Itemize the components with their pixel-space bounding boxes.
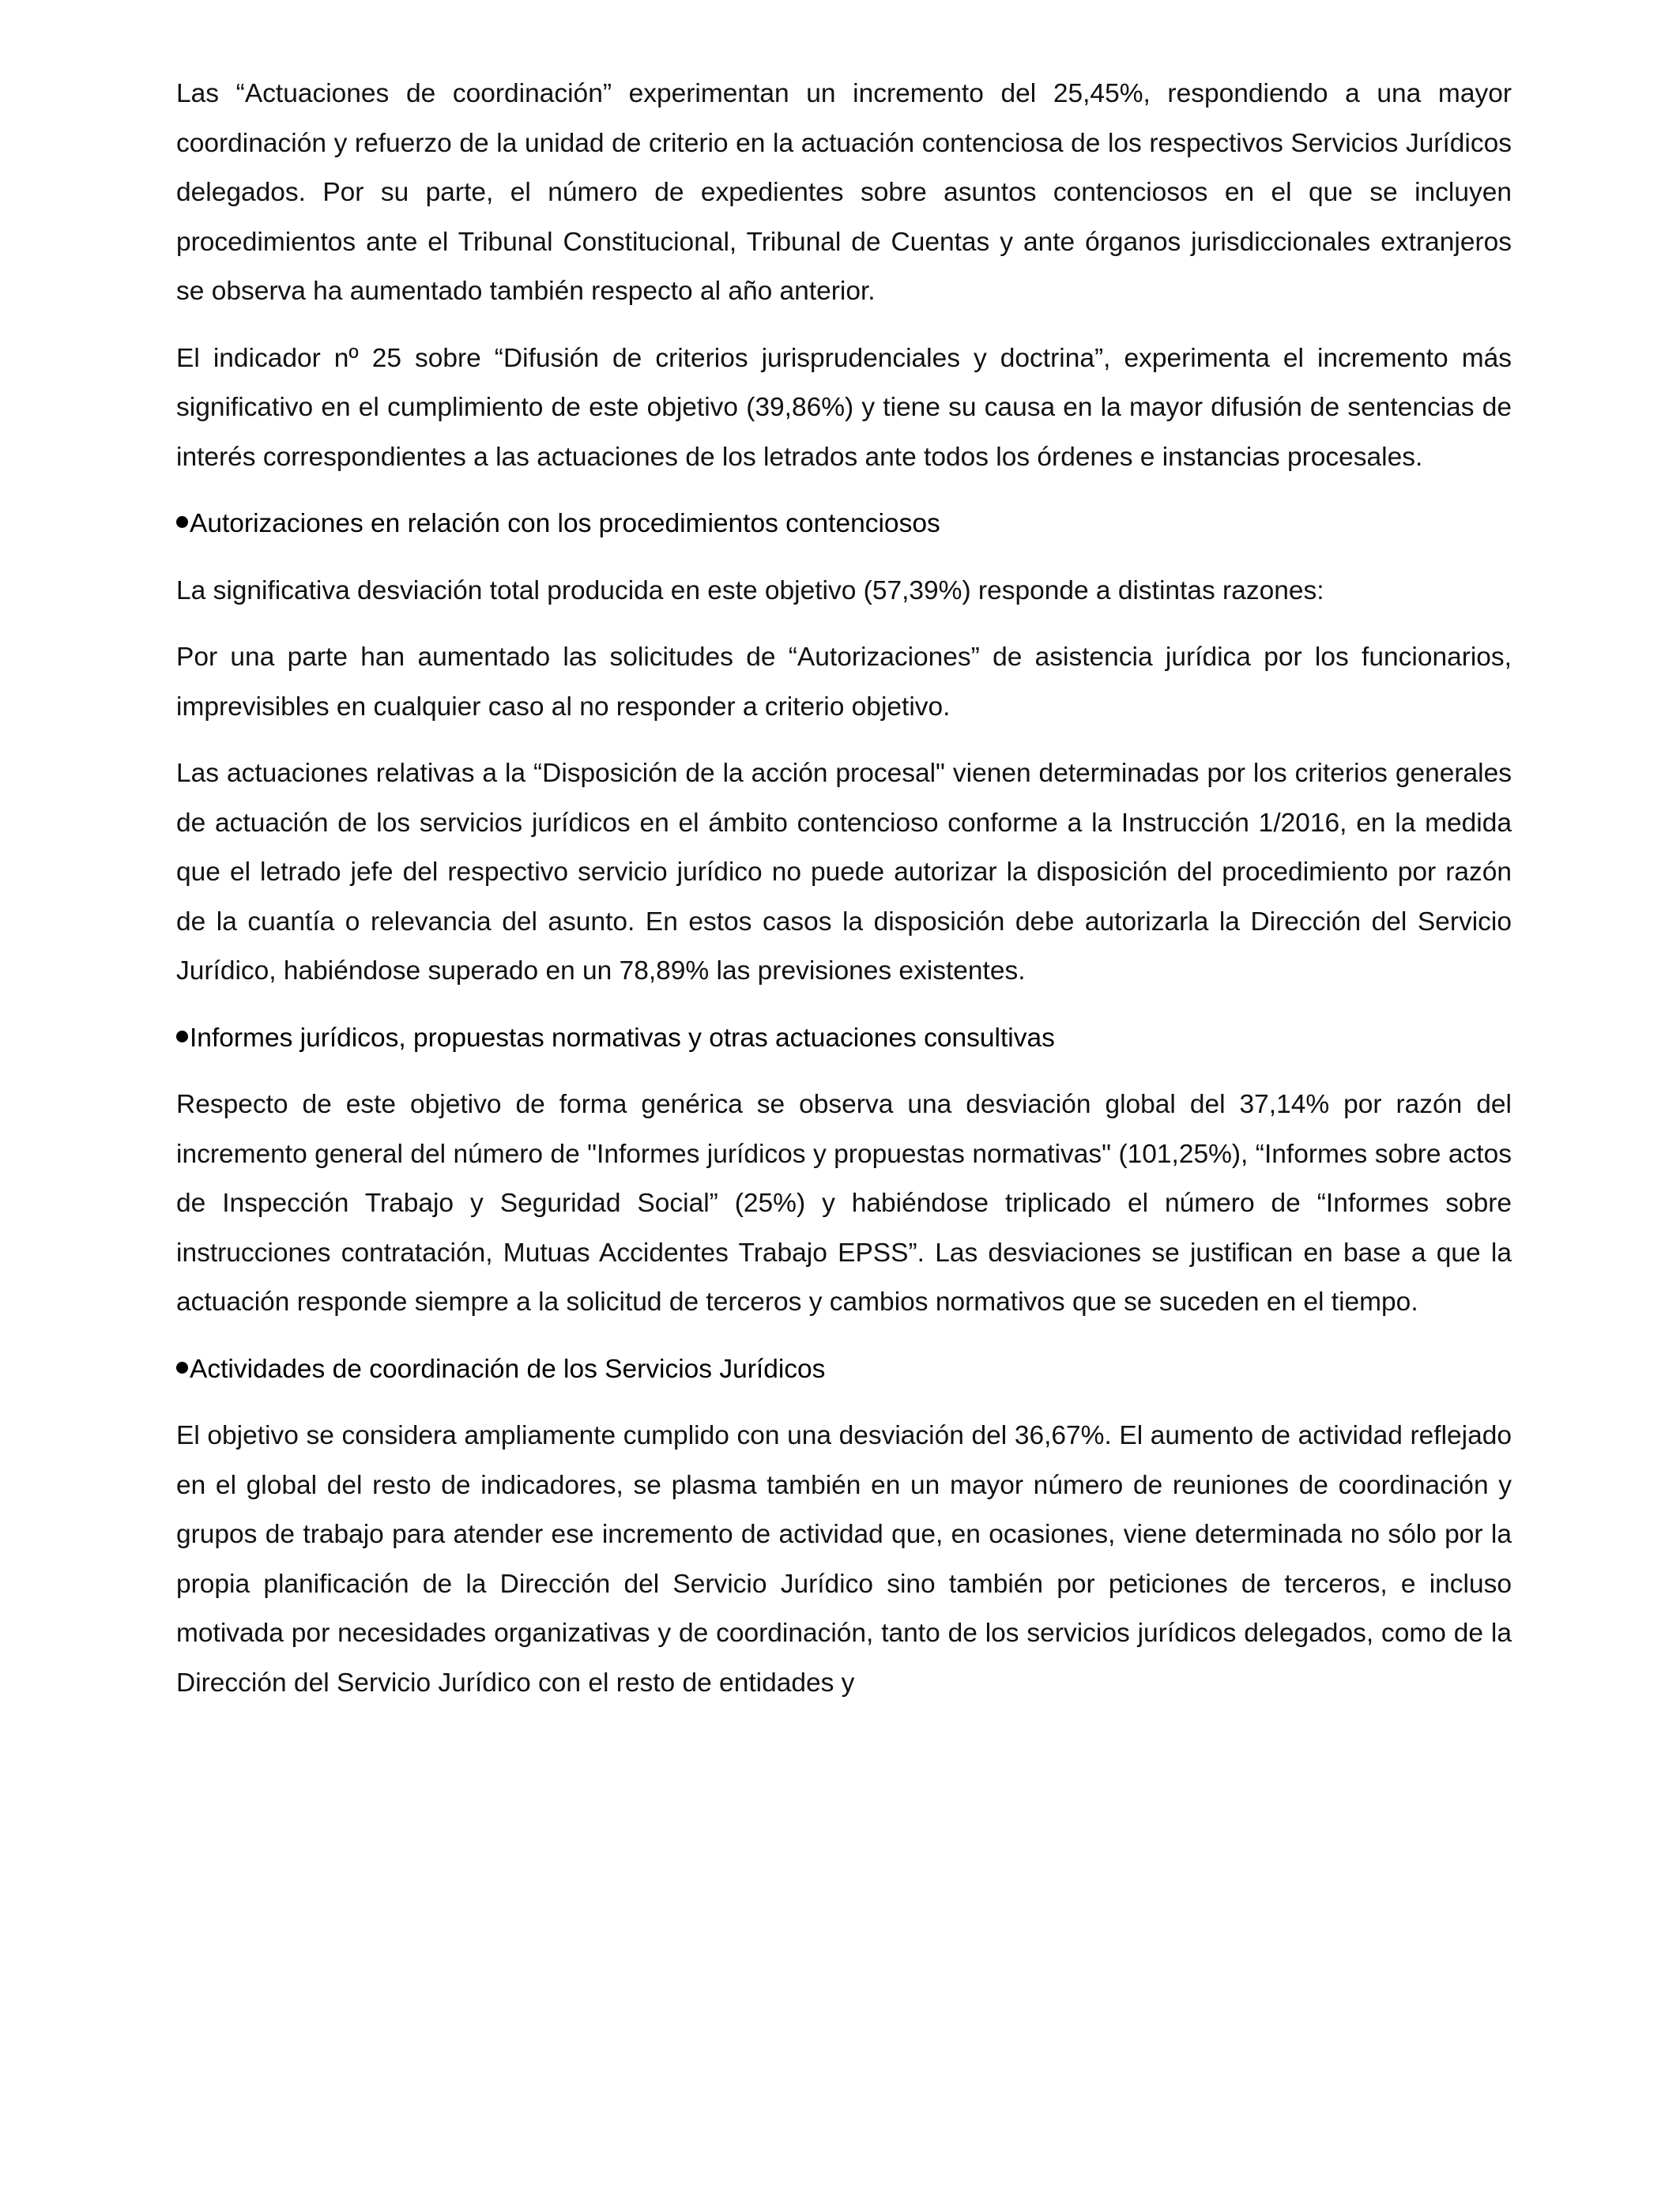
paragraph-disposicion-accion-procesal: Las actuaciones relativas a la “Disposición de la acción procesal" vienen determinadas por los criterios generales de actuación de los servicios jurídicos en el ámbito contencioso conforme a la Instrucción 1/2016, en la medida que el letrado jefe del respectivo servicio jurídico no puede autorizar la disposición del procedimiento por razón de la cuantía o relevancia del asunto. En estos casos la disposición debe autorizarla la Dirección del Servicio Jurídico, habiéndose superado en un 78,89% las previsiones existentes.	[176, 759, 1512, 986]
bullet-icon	[176, 1031, 188, 1042]
section-heading-text: Autorizaciones en relación con los procedimientos contenciosos	[190, 509, 940, 538]
paragraph-solicitudes-autorizaciones: Por una parte han aumentado las solicitudes de “Autorizaciones” de asistencia jurídica por los funcionarios, imprevisibles en cualquier caso al no responder a criterio objetivo.	[176, 643, 1512, 722]
section-heading-autorizaciones	[176, 499, 1512, 549]
section-heading-actividades-coordinacion	[176, 1345, 1512, 1395]
section-heading-text: Informes jurídicos, propuestas normativas y otras actuaciones consultivas	[190, 1023, 1055, 1053]
document-page	[176, 70, 1512, 1708]
section-heading-informes-juridicos	[176, 1014, 1512, 1064]
paragraph-indicador-25: El indicador nº 25 sobre “Difusión de criterios jurisprudenciales y doctrina”, experimenta el incremento más significativo en el cumplimiento de este objetivo (39,86%) y tiene su causa en la mayor difusión de sentencias de interés correspondientes a las actuaciones de los letrados ante todos los órdenes e instancias procesales.	[176, 343, 1512, 472]
section-heading-text: Actividades de coordinación de los Servicios Jurídicos	[190, 1354, 826, 1384]
paragraph-actuaciones-coordinacion: Las “Actuaciones de coordinación” experimentan un incremento del 25,45%, respondiendo a una mayor coordinación y refuerzo de la unidad de criterio en la actuación contenciosa de los respectivos Servicios Jurídicos delegados. Por su parte, el número de expedientes sobre asuntos contenciosos en el que se incluyen procedimientos ante el Tribunal Constitucional, Tribunal de Cuentas y ante órganos jurisdiccionales extranjeros se observa ha aumentado también respecto al año anterior.	[176, 79, 1512, 306]
paragraph-desviacion-global: Respecto de este objetivo de forma genérica se observa una desviación global del 37,14% por razón del incremento general del número de "Informes jurídicos y propuestas normativas" (101,25%), “Informes sobre actos de Inspección Trabajo y Seguridad Social” (25%) y habiéndose triplicado el número de “Informes sobre instrucciones contratación, Mutuas Accidentes Trabajo EPSS”. Las desviaciones se justifican en base a que la actuación responde siempre a la solicitud de terceros y cambios normativos que se suceden en el tiempo.	[176, 1090, 1512, 1317]
bullet-icon	[176, 1362, 188, 1374]
paragraph-desviacion-total: La significativa desviación total producida en este objetivo (57,39%) responde a distintas razones:	[176, 575, 1324, 605]
bullet-icon	[176, 516, 188, 528]
paragraph-objetivo-cumplido: El objetivo se considera ampliamente cumplido con una desviación del 36,67%. El aumento de actividad reflejado en el global del resto de indicadores, se plasma también en un mayor número de reuniones de coordinación y grupos de trabajo para atender ese incremento de actividad que, en ocasiones, viene determinada no sólo por la propia planificación de la Dirección del Servicio Jurídico sino también por peticiones de terceros, e incluso motivada por necesidades organizativas y de coordinación, tanto de los servicios jurídicos delegados, como de la Dirección del Servicio Jurídico con el resto de entidades y	[176, 1421, 1512, 1698]
